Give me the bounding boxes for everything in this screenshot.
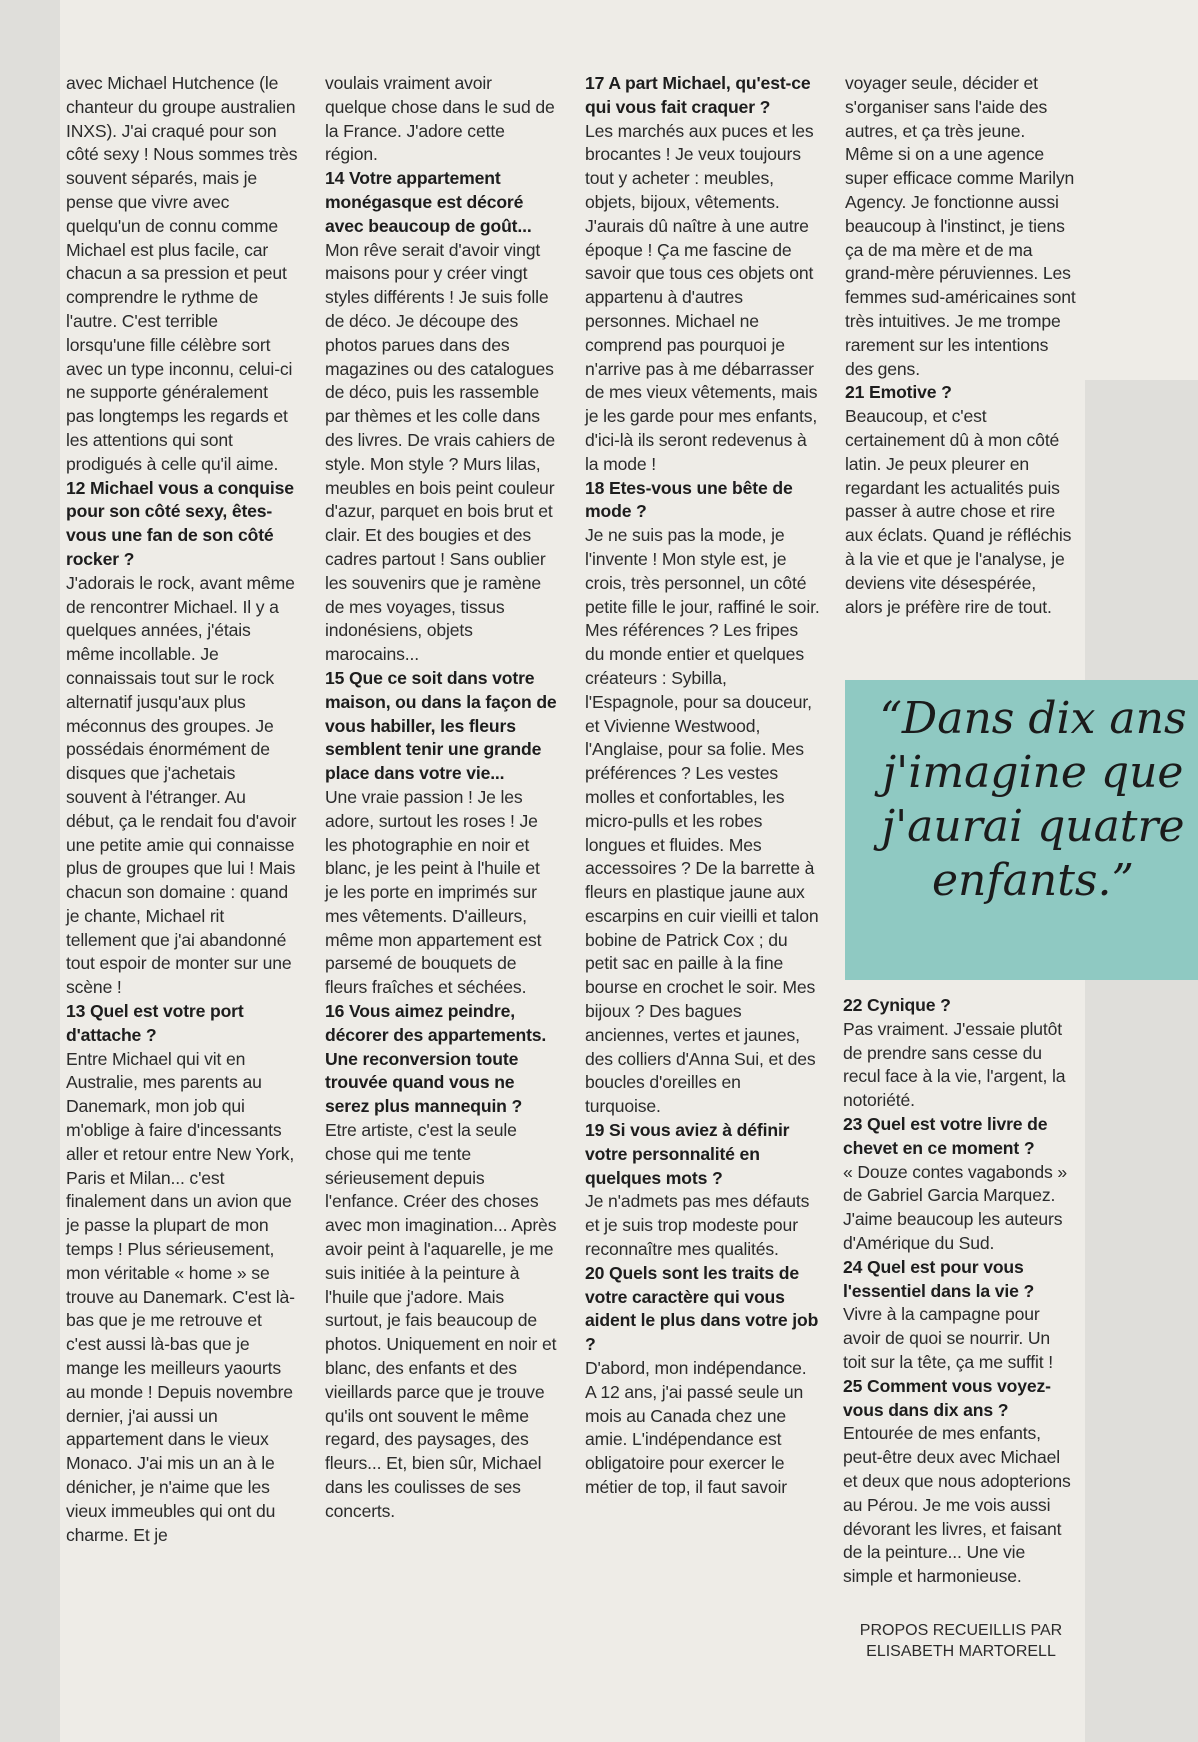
interview-question: 12 Michael vous a conquise pour son côté sexy, êtes-vous une fan de son côté rocker ? xyxy=(66,477,294,569)
article-column-4-top xyxy=(845,72,1077,619)
interview-answer: voyager seule, décider et s'organiser sans l'aide des autres, et ça très jeune. Même si on a une agence super efficace comme Marilyn Agency. Je fonctionne aussi beaucoup à l'instinct, je tiens ça de ma mère et de ma grand-mère péruviennes. Les femmes sud-américaines sont très intuitives. Je me trompe rarement sur les intentions des gens. xyxy=(845,73,1076,379)
interview-answer: Je ne suis pas la mode, je l'invente ! Mon style est, je crois, très personnel, un côté petite fille le jour, raffiné le soir. Mes références ? Les fripes du monde entier et quelques créateurs : Sybilla, l'Espagnole, pour sa douceur, et Vivienne Westwood, l'Anglaise, pour sa folie. Mes préférences ? Les vestes molles et confortables, les micro-pulls et les robes longues et fluides. Mes accessoires ? De la barrette à fleurs en plastique jaune aux escarpins en cuir vieilli et talon bobine de Patrick Cox ; du petit sac en paille à la fine bourse en crochet le soir. Mes bijoux ? Des bagues anciennes, vertes et jaunes, des colliers d'Anna Sui, et des boucles d'oreilles en turquoise. xyxy=(585,525,820,1117)
article-column-4-bottom xyxy=(843,994,1075,1589)
interview-answer: Les marchés aux puces et les brocantes ! Je veux toujours tout y acheter : meubles, objets, bijoux, vêtements. J'aurais dû naître à une autre époque ! Ça me fascine de savoir que tous ces objets ont appartenu à d'autres personnes. Michael ne comprend pas pourquoi je n'arrive pas à me débarrasser de mes vieux vêtements, mais je les garde pour mes enfants, d'ici-là ils seront redevenus à la mode ! xyxy=(585,120,818,474)
article-column-1 xyxy=(66,72,298,1547)
interview-answer: Beaucoup, et c'est certainement dû à mon côté latin. Je peux pleurer en regardant les actualités puis passer à autre chose et rire aux éclats. Quand je réfléchis à la vie et que je l'analyse, je deviens vite désespérée, alors je préfère rire de tout. xyxy=(845,406,1072,617)
background-photo-left xyxy=(0,0,60,1742)
article-column-3 xyxy=(585,72,820,1500)
interview-question: 14 Votre appartement monégasque est décoré avec beaucoup de goût... xyxy=(325,168,532,236)
interview-question: 18 Etes-vous une bête de mode ? xyxy=(585,477,793,522)
interview-answer: Une vraie passion ! Je les adore, surtout les roses ! Je les photographie en noir et blanc, je les peint à l'huile et je les porte en imprimés sur mes vêtements. D'ailleurs, même mon appartement est parsemé de bouquets de fleurs fraîches et séchées. xyxy=(325,786,542,998)
pull-quote-box xyxy=(845,680,1198,980)
interview-answer: voulais vraiment avoir quelque chose dans le sud de la France. J'adore cette région. xyxy=(325,73,555,165)
interview-question: 16 Vous aimez peindre, décorer des appartements. Une reconversion toute trouvée quand vous ne serez plus mannequin ? xyxy=(325,1001,547,1117)
interview-question: 23 Quel est votre livre de chevet en ce moment ? xyxy=(843,1113,1048,1158)
interview-answer: Vivre à la campagne pour avoir de quoi se nourrir. Un toit sur la tête, ça me suffit ! xyxy=(843,1304,1054,1372)
interview-question: 22 Cynique ? xyxy=(843,995,951,1015)
interview-answer: J'adorais le rock, avant même de rencontrer Michael. Il y a quelques années, j'étais même incollable. Je connaissais tout sur le rock alternatif jusqu'aux plus méconnus des groupes. Je possédais énormément de disques que j'achetais souvent à l'étranger. Au début, ça le rendait fou d'avoir une petite amie qui connaisse plus de groupes que lui ! Mais chacun son domaine : quand je chante, Michael rit tellement que j'ai abandonné tout espoir de monter sur une scène ! xyxy=(66,572,297,998)
credit-line-2: ELISABETH MARTORELL xyxy=(866,1643,1056,1660)
author-credit xyxy=(845,1620,1077,1662)
interview-question: 17 A part Michael, qu'est-ce qui vous fait craquer ? xyxy=(585,73,811,117)
interview-question: 24 Quel est pour vous l'essentiel dans la vie ? xyxy=(843,1256,1035,1301)
credit-line-1: PROPOS RECUEILLIS PAR xyxy=(859,1622,1063,1639)
article-column-2 xyxy=(325,72,557,1524)
interview-answer: Entourée de mes enfants, peut-être deux avec Michael et deux que nous adopterions au Pérou. Je me vois aussi dévorant les livres, et faisant de la peinture... Une vie simple et harmonieuse. xyxy=(843,1423,1071,1587)
interview-answer: Etre artiste, c'est la seule chose qui me tente sérieusement depuis l'enfance. Créer des choses avec mon imagination... Après avoir peint à l'aquarelle, je me suis initiée à la peinture à l'huile que j'adore. Mais surtout, je fais beaucoup de photos. Uniquement en noir et blanc, des enfants et des vieillards parce que je trouve qu'ils ont souvent le même regard, des paysages, des fleurs... Et, bien sûr, Michael dans les coulisses de ses concerts. xyxy=(325,1120,557,1521)
interview-answer: Je n'admets pas mes défauts et je suis trop modeste pour reconnaître mes qualités. xyxy=(585,1191,810,1260)
interview-question: 19 Si vous aviez à définir votre personnalité en quelques mots ? xyxy=(585,1120,790,1188)
interview-answer: Mon rêve serait d'avoir vingt maisons pour y créer vingt styles différents ! Je suis folle de déco. Je découpe des photos parues dans des magazines ou des catalogues de déco, puis les rassemble par thèmes et les colle dans des livres. De vrais cahiers de style. Mon style ? Murs lilas, meubles en bois peint couleur d'azur, parquet en bois brut et clair. Et des bougies et des cadres partout ! Sans oublier les souvenirs que je ramène de mes voyages, tissus indonésiens, objets marocains... xyxy=(325,239,556,665)
pull-quote-text: “Dans dix ans j'imagine que j'aurai quatre enfants.” xyxy=(879,693,1187,906)
interview-question: 13 Quel est votre port d'attache ? xyxy=(66,1001,244,1045)
interview-answer: Entre Michael qui vit en Australie, mes parents au Danemark, mon job qui m'oblige à faire d'incessants aller et retour entre New York, Paris et Milan... c'est finalement dans un avion que je passe la plupart de mon temps ! Plus sérieusement, mon véritable « home » se trouve au Danemark. C'est là-bas que je me retrouve et c'est aussi là-bas que je mange les meilleurs yaourts au monde ! Depuis novembre dernier, j'ai aussi un appartement dans le vieux Monaco. J'ai mis un an à le dénicher, je n'aime que les vieux immeubles qui ont du charme. Et je xyxy=(66,1048,295,1545)
interview-answer: « Douze contes vagabonds » de Gabriel Garcia Marquez. J'aime beaucoup les auteurs d'Amérique du Sud. xyxy=(843,1161,1068,1253)
interview-answer: Pas vraiment. J'essaie plutôt de prendre sans cesse du recul face à la vie, l'argent, la notoriété. xyxy=(843,1018,1066,1111)
background-photo-right xyxy=(1085,380,1198,1742)
interview-question: 15 Que ce soit dans votre maison, ou dans la façon de vous habiller, les fleurs semblent tenir une grande place dans votre vie... xyxy=(325,667,557,784)
interview-question: 20 Quels sont les traits de votre caractère qui vous aident le plus dans votre job ? xyxy=(585,1262,819,1355)
interview-answer: avec Michael Hutchence (le chanteur du groupe australien INXS). J'ai craqué pour son côté sexy ! Nous sommes très souvent séparés, mais je pense que vivre avec quelqu'un de connu comme Michael est plus facile, car chacun a sa pression et peut comprendre le rythme de l'autre. C'est terrible lorsqu'une fille célèbre sort avec un type inconnu, celui-ci ne supporte généralement pas longtemps les regards et les attentions qui sont prodigués à celle qu'il aime. xyxy=(66,73,298,474)
interview-question: 25 Comment vous voyez-vous dans dix ans ? xyxy=(843,1375,1051,1420)
interview-answer: D'abord, mon indépendance. A 12 ans, j'ai passé seule un mois au Canada chez une amie. L'indépendance est obligatoire pour exercer le métier de top, il faut savoir xyxy=(585,1358,807,1498)
interview-question: 21 Emotive ? xyxy=(845,382,952,403)
